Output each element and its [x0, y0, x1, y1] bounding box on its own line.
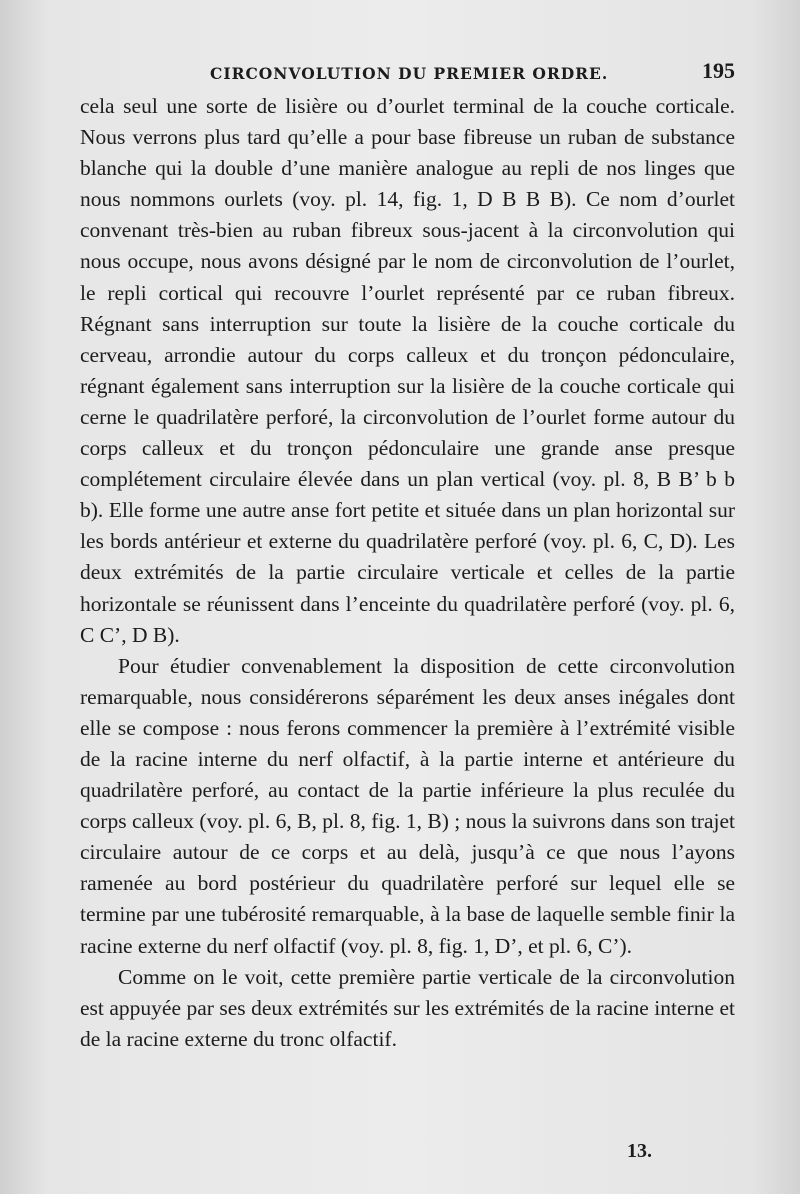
signature-mark: 13. — [627, 1140, 652, 1162]
page-header — [80, 58, 735, 88]
running-title: CIRCONVOLUTION DU PREMIER ORDRE. — [210, 64, 609, 83]
body-text — [80, 91, 735, 1055]
page-number: 195 — [702, 58, 735, 83]
paragraph: cela seul une sorte de lisière ou d’ourlet terminal de la couche corticale. Nous verrons plus tard qu’elle a pour base fibreuse un ruban de substance blanche qui la double d’une manière analogue au repli de nos linges que nous nommons ourlets (voy. pl. 14, fig. 1, D B B B). Ce nom d’ourlet convenant très-bien au ruban fibreux sous-jacent à la circonvolution qui nous occupe, nous avons désigné par le nom de circonvolution de l’ourlet, le repli cortical qui recouvre l’ourlet représenté par ce ruban fibreux. Régnant sans interruption sur toute la lisière de la couche corticale du cerveau, arrondie autour du corps calleux et du tronçon pédonculaire, régnant également sans interruption sur la lisière de la couche corticale qui cerne le quadrilatère perforé, la circonvolution de l’ourlet forme autour du corps calleux et du tronçon pédonculaire une grande anse presque complétement circulaire élevée dans un plan vertical (voy. pl. 8, B B’ b b b). Elle forme une autre anse fort petite et située dans un plan horizontal sur les bords antérieur et externe du quadrilatère perforé (voy. pl. 6, C, D). Les deux extrémités de la partie circulaire verticale et celles de la partie horizontale se réunissent dans l’enceinte du quadrilatère perforé (voy. pl. 6, C C’, D B). — [80, 94, 735, 647]
paragraph: Comme on le voit, cette première partie verticale de la circonvolution est appuyée par ses deux extrémités sur les extrémités de la racine interne et de la racine externe du tronc olfactif. — [80, 964, 735, 1051]
paragraph: Pour étudier convenablement la disposition de cette circonvolution remarquable, nous considérerons séparément les deux anses inégales dont elle se compose : nous ferons commencer la première à l’extrémité visible de la racine interne du nerf olfactif, à la partie interne et antérieure du quadrilatère perforé, au contact de la partie inférieure la plus reculée du corps calleux (voy. pl. 6, B, pl. 8, fig. 1, B) ; nous la suivrons dans son trajet circulaire autour de ce corps et au delà, jusqu’à ce que nous l’ayons ramenée au bord postérieur du quadrilatère perforé sur lequel elle se termine par une tubérosité remarquable, à la base de laquelle semble finir la racine externe du nerf olfactif (voy. pl. 8, fig. 1, D’, et pl. 6, C’). — [80, 653, 735, 958]
